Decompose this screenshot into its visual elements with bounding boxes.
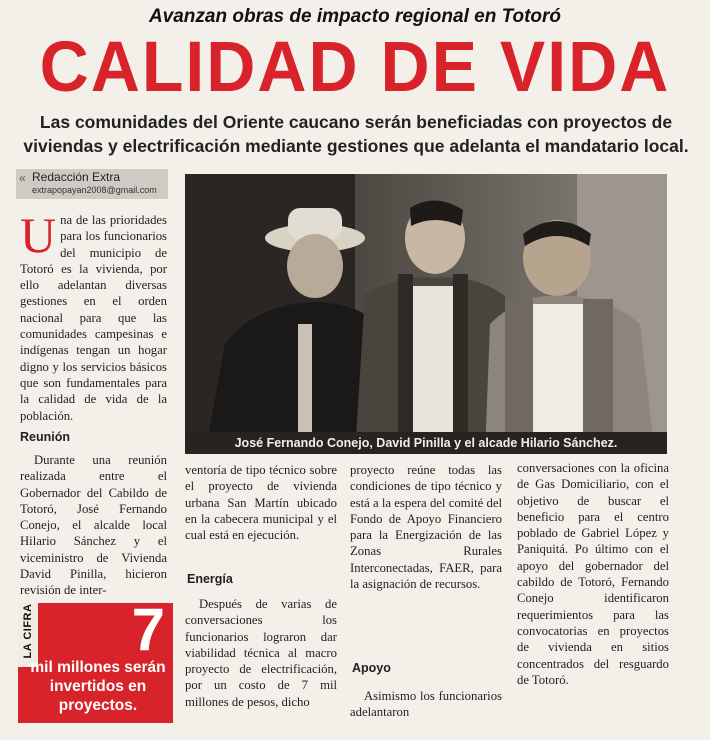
kicker: Avanzan obras de impacto regional en Totoró: [148, 6, 562, 27]
photo: [185, 174, 667, 454]
dropcap: U: [20, 207, 57, 263]
la-cifra-number: 7: [131, 596, 165, 663]
paragraph-apoyo-cont: conversaciones con la oficina de Gas Domiciliario, con el objetivo de buscar el beneficio para el centro poblado de Gabriel López y Paniquitá. Po último con el apoyo del gobernador del cabildo de Totoró, Fernando Conejo identificaron requerimientos para las convocatorias en proyectos de vivienda en sitios concentrados del resguardo de Totoró.: [517, 461, 669, 687]
paragraph-reunion-cont: ventoría de tipo técnico sobre el proyecto de vivienda urbana San Martín ubicado en la cabecera municipal y el cual está en ejecución.: [185, 463, 337, 543]
la-cifra-box: [18, 596, 173, 723]
paragraph-apoyo: Asimismo los funcionarios adelantaron: [350, 689, 502, 720]
subhead-reunion: Reunión: [20, 430, 70, 444]
subhead-apoyo: Apoyo: [352, 661, 391, 675]
paragraph-energia: Después de varias de conversaciones los funcionarios lograron dar viabilidad técnica al macro proyecto de electrificación, por un costo de 7 mil millones de pesos, dicho: [185, 597, 337, 709]
la-cifra-text: mil millones serán invertidos en proyectos.: [30, 659, 166, 714]
byline: [16, 169, 168, 199]
photo-caption: José Fernando Conejo, David Pinilla y el alcade Hilario Sánchez.: [185, 432, 667, 454]
headline: CALIDAD DE VIDA: [39, 27, 671, 107]
article-intro: [20, 207, 167, 424]
photo-image: [185, 174, 667, 454]
byline-name: Redacción Extra: [32, 170, 121, 184]
intro-text: na de las prioridades para los funcionarios del municipio de Totoró es la vivienda, por ello adelantan diversas gestiones en el orden nacional para que las comunidades campesinas e indígenas tengan un hogar digno y los servicios básicos que son fundamentales para la calidad de vida de la población.: [20, 213, 167, 423]
la-cifra-label: LA CIFRA: [22, 603, 34, 659]
paragraph-reunion: Durante una reunión realizada entre el Gobernador del Cabildo de Totoró, José Fernando Conejo, el alcalde local Hilario Sánchez y el viceministro de Vivienda David Pinilla, hicieron revisión de inter-: [20, 453, 167, 598]
byline-email: extrapopayan2008@gmail.com: [32, 185, 157, 195]
subhead-energia: Energía: [187, 572, 233, 586]
deck: Las comunidades del Oriente caucano serán beneficiadas con proyectos de viviendas y electrificación mediante gestiones que adelanta el mandatario local.: [23, 112, 689, 156]
paragraph-energia-cont: proyecto reúne todas las condiciones de tipo técnico y está a la espera del comité del Fondo de Apoyo Financiero para la Energización de las Zonas Rurales Interconectadas, FAER, para la asignación de recursos.: [350, 463, 502, 592]
byline-arrow-icon: «: [19, 171, 26, 185]
